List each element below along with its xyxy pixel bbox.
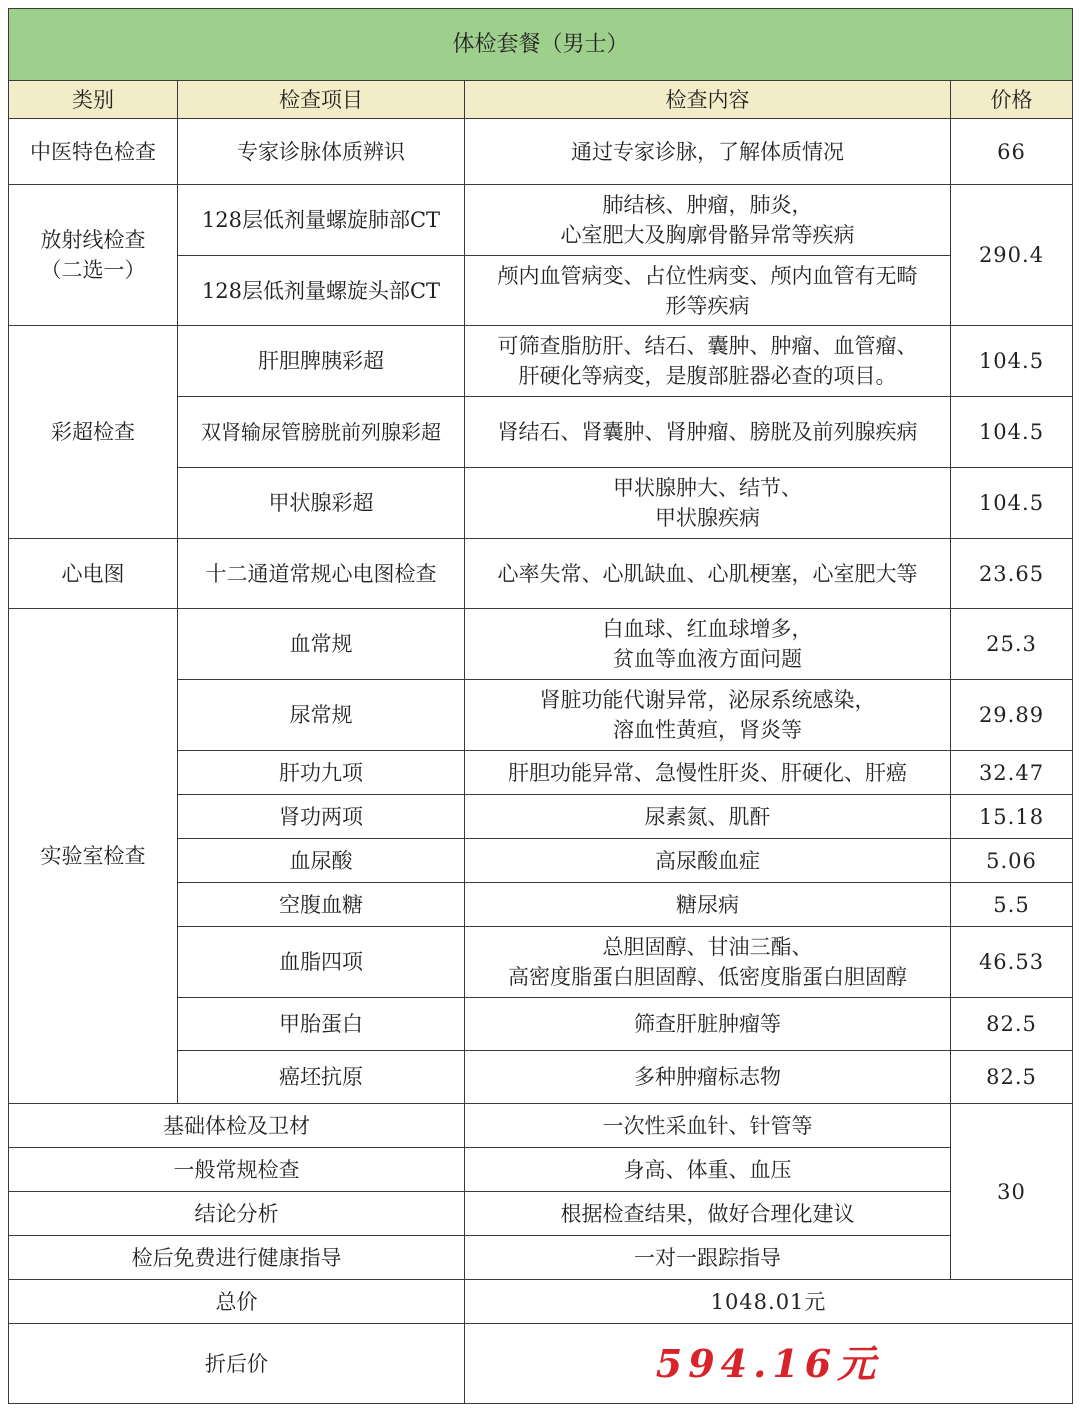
content-cell	[465, 468, 951, 539]
category-cell: 实验室检查	[9, 609, 178, 1104]
content-cell: 根据检查结果，做好合理化建议	[465, 1192, 951, 1236]
content-line: 肾结石、肾囊肿、肾肿瘤、膀胱及前列腺疾病	[497, 420, 918, 444]
content-cell	[465, 1051, 951, 1104]
content-cell	[465, 883, 951, 927]
content-line: 尿素氮、肌酐	[644, 804, 771, 829]
header-row	[9, 81, 1073, 119]
table-row	[9, 185, 1073, 256]
content-line: 形等疾病	[665, 293, 750, 318]
title-row	[9, 9, 1073, 81]
item-cell: 128层低剂量螺旋头部CT	[178, 256, 465, 326]
content-cell	[465, 795, 951, 839]
item-cell: 基础体检及卫材	[9, 1104, 465, 1148]
content-cell: 通过专家诊脉，了解体质情况	[465, 119, 951, 185]
table-title: 体检套餐（男士）	[9, 9, 1073, 81]
content-line: 可筛查脂肪肝、结石、囊肿、肿瘤、血管瘤、	[497, 334, 918, 358]
table-row	[9, 1236, 1073, 1280]
item-cell: 一般常规检查	[9, 1148, 465, 1192]
item-cell: 甲胎蛋白	[178, 998, 465, 1051]
header-price: 价格	[951, 81, 1073, 119]
price-cell: 290.4	[951, 185, 1073, 326]
content-line: 白血球、红血球增多，	[602, 617, 813, 641]
item-cell: 空腹血糖	[178, 883, 465, 927]
content-cell	[465, 839, 951, 883]
price-cell: 104.5	[951, 397, 1073, 468]
item-cell: 肾功两项	[178, 795, 465, 839]
item-cell: 双肾输尿管膀胱前列腺彩超	[178, 397, 465, 468]
content-line: 糖尿病	[676, 892, 739, 917]
content-line: 高密度脂蛋白胆固醇、低密度脂蛋白胆固醇	[508, 965, 907, 989]
content-line: 筛查肝脏肿瘤等	[634, 1012, 781, 1036]
price-cell: 29.89	[951, 680, 1073, 751]
content-line: 溶血性黄疸，肾炎等	[613, 718, 802, 742]
category-line: （二选一）	[40, 258, 146, 282]
content-line: 甲状腺肿大、结节、	[613, 476, 802, 500]
table-row	[9, 119, 1073, 185]
content-line: 肝硬化等病变，是腹部脏器必查的项目。	[518, 364, 897, 388]
content-line: 肾脏功能代谢异常，泌尿系统感染，	[539, 688, 876, 712]
header-category: 类别	[9, 81, 178, 119]
item-cell: 尿常规	[178, 680, 465, 751]
item-cell: 128层低剂量螺旋肺部CT	[178, 185, 465, 256]
content-line: 甲状腺疾病	[655, 506, 760, 530]
content-cell	[465, 256, 951, 326]
price-cell: 15.18	[951, 795, 1073, 839]
table-row	[9, 1192, 1073, 1236]
category-cell: 彩超检查	[9, 326, 178, 539]
item-cell: 结论分析	[9, 1192, 465, 1236]
item-cell: 血尿酸	[178, 839, 465, 883]
content-line: 总胆固醇、甘油三酯、	[602, 935, 813, 959]
discount-label: 折后价	[9, 1324, 465, 1404]
price-cell: 104.5	[951, 326, 1073, 397]
content-cell	[465, 326, 951, 397]
content-line: 多种肿瘤标志物	[634, 1065, 781, 1089]
total-row	[9, 1280, 1073, 1324]
content-cell: 一对一跟踪指导	[465, 1236, 951, 1280]
content-line: 颅内血管病变、占位性病变、颅内血管有无畸	[497, 263, 918, 288]
content-cell	[465, 185, 951, 256]
table-row	[9, 609, 1073, 680]
table-row	[9, 326, 1073, 397]
price-cell: 82.5	[951, 998, 1073, 1051]
discount-value: 594.16元	[465, 1324, 1073, 1404]
table-row	[9, 1148, 1073, 1192]
table-row	[9, 1104, 1073, 1148]
item-cell: 肝胆脾胰彩超	[178, 326, 465, 397]
header-content: 检查内容	[465, 81, 951, 119]
item-cell: 肝功九项	[178, 751, 465, 795]
category-cell	[9, 185, 178, 326]
content-cell: 身高、体重、血压	[465, 1148, 951, 1192]
content-cell	[465, 680, 951, 751]
category-cell: 中医特色检查	[9, 119, 178, 185]
discount-row	[9, 1324, 1073, 1404]
price-cell: 82.5	[951, 1051, 1073, 1104]
content-cell: 一次性采血针、针管等	[465, 1104, 951, 1148]
item-cell: 甲状腺彩超	[178, 468, 465, 539]
category-cell: 心电图	[9, 539, 178, 609]
content-cell	[465, 397, 951, 468]
price-cell: 30	[951, 1104, 1073, 1280]
header-item: 检查项目	[178, 81, 465, 119]
item-cell: 癌坯抗原	[178, 1051, 465, 1104]
price-cell: 66	[951, 119, 1073, 185]
content-cell	[465, 998, 951, 1051]
table-row	[9, 539, 1073, 609]
content-line: 肝胆功能异常、急慢性肝炎、肝硬化、肝癌	[508, 760, 907, 785]
content-line: 贫血等血液方面问题	[613, 647, 802, 671]
total-value: 1048.01元	[465, 1280, 1073, 1324]
content-line: 肺结核、肿瘤，肺炎，	[602, 193, 813, 217]
package-table	[8, 8, 1073, 1404]
content-cell	[465, 609, 951, 680]
price-cell: 5.06	[951, 839, 1073, 883]
item-cell: 检后免费进行健康指导	[9, 1236, 465, 1280]
item-cell: 十二通道常规心电图检查	[178, 539, 465, 609]
content-cell	[465, 751, 951, 795]
item-cell: 血脂四项	[178, 927, 465, 998]
content-line: 高尿酸血症	[655, 848, 760, 873]
price-cell: 46.53	[951, 927, 1073, 998]
item-cell: 血常规	[178, 609, 465, 680]
price-cell: 32.47	[951, 751, 1073, 795]
content-line: 心室肥大及胸廓骨骼异常等疾病	[560, 223, 855, 247]
price-cell: 5.5	[951, 883, 1073, 927]
total-label: 总价	[9, 1280, 465, 1324]
content-cell: 心率失常、心肌缺血、心肌梗塞，心室肥大等	[465, 539, 951, 609]
item-cell: 专家诊脉体质辨识	[178, 119, 465, 185]
category-line: 放射线检查	[40, 228, 146, 252]
content-cell	[465, 927, 951, 998]
price-cell: 23.65	[951, 539, 1073, 609]
price-cell: 25.3	[951, 609, 1073, 680]
price-cell: 104.5	[951, 468, 1073, 539]
